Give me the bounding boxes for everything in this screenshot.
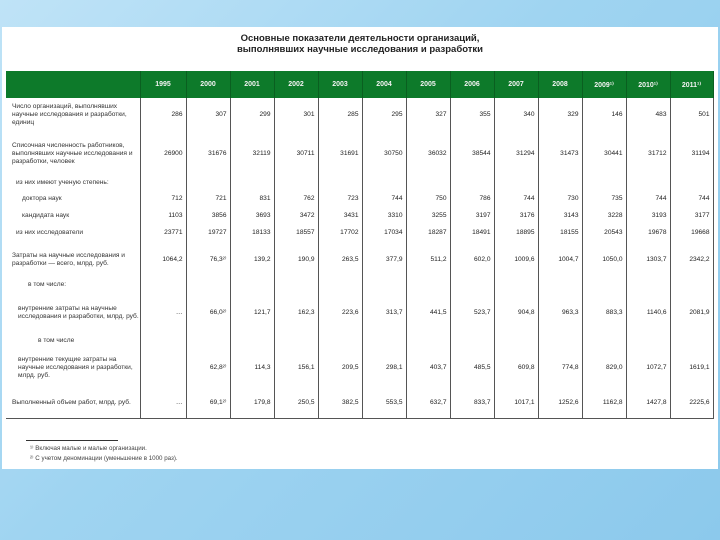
table-cell: 3856 <box>186 207 230 224</box>
table-cell <box>626 334 670 348</box>
table-cell: 523,7 <box>450 292 494 334</box>
row-label: внутренние затраты на научные исследования и разработки, млрд. руб. <box>6 292 140 334</box>
table-cell: 30441 <box>582 132 626 176</box>
table-cell: 1303,7 <box>626 241 670 278</box>
table-cell: 3472 <box>274 207 318 224</box>
table-cell <box>670 334 713 348</box>
table-cell: 26900 <box>140 132 186 176</box>
table-cell: 1427,8 <box>626 388 670 418</box>
table-cell: 190,9 <box>274 241 318 278</box>
table-cell <box>406 176 450 190</box>
row-label: в том числе: <box>6 278 140 292</box>
table-cell <box>626 278 670 292</box>
table-cell: 17034 <box>362 224 406 241</box>
row-label: кандидата наук <box>6 207 140 224</box>
table-cell <box>230 176 274 190</box>
table-cell: 66,0²⁾ <box>186 292 230 334</box>
table-cell: 382,5 <box>318 388 362 418</box>
row-label: внутренние текущие затраты на научные исследования и разработки, млрд. руб. <box>6 348 140 388</box>
row-label: доктора наук <box>6 190 140 207</box>
table-cell: 76,3²⁾ <box>186 241 230 278</box>
table-cell: 23771 <box>140 224 186 241</box>
table-cell: 744 <box>626 190 670 207</box>
table-cell: 403,7 <box>406 348 450 388</box>
table-cell: 307 <box>186 98 230 132</box>
table-cell: 69,1²⁾ <box>186 388 230 418</box>
table-cell: 377,9 <box>362 241 406 278</box>
table-cell: 18133 <box>230 224 274 241</box>
table-cell: 774,8 <box>538 348 582 388</box>
table-cell <box>186 334 230 348</box>
table-cell: 299 <box>230 98 274 132</box>
table-cell: 602,0 <box>450 241 494 278</box>
table-cell <box>230 278 274 292</box>
table-cell: 3310 <box>362 207 406 224</box>
table-cell: 19678 <box>626 224 670 241</box>
table-cell: 20543 <box>582 224 626 241</box>
table-cell: 831 <box>230 190 274 207</box>
table-cell: 730 <box>538 190 582 207</box>
table-cell: 17702 <box>318 224 362 241</box>
table-cell: 2081,9 <box>670 292 713 334</box>
row-label: в том числе <box>6 334 140 348</box>
table-cell <box>318 278 362 292</box>
table-cell: 786 <box>450 190 494 207</box>
table-cell: 712 <box>140 190 186 207</box>
table-cell: 609,8 <box>494 348 538 388</box>
table-row <box>6 348 713 388</box>
table-cell <box>186 278 230 292</box>
table-cell: 32119 <box>230 132 274 176</box>
table-cell: 31473 <box>538 132 582 176</box>
table-header-row <box>6 71 713 98</box>
row-label: из них исследователи <box>6 224 140 241</box>
footnote-1: ¹⁾ Включая малые и малые организации. <box>30 445 147 452</box>
table-cell: 3177 <box>670 207 713 224</box>
table-cell: 19727 <box>186 224 230 241</box>
table-cell: 553,5 <box>362 388 406 418</box>
table-cell <box>140 348 186 388</box>
table-cell: 329 <box>538 98 582 132</box>
table-cell <box>406 334 450 348</box>
header-year: 2002 <box>274 71 318 98</box>
table-cell: 744 <box>670 190 713 207</box>
table-cell <box>450 334 494 348</box>
table-cell <box>538 278 582 292</box>
table-cell: 30750 <box>362 132 406 176</box>
table-cell: 286 <box>140 98 186 132</box>
table-cell: 298,1 <box>362 348 406 388</box>
table-cell: 511,2 <box>406 241 450 278</box>
table-row <box>6 241 713 278</box>
table-row <box>6 190 713 207</box>
table-cell <box>362 176 406 190</box>
table-cell: 355 <box>450 98 494 132</box>
table-cell: 340 <box>494 98 538 132</box>
table-cell: 1004,7 <box>538 241 582 278</box>
table-cell: 31712 <box>626 132 670 176</box>
table-cell: 30711 <box>274 132 318 176</box>
table-cell <box>362 334 406 348</box>
table-cell: 162,3 <box>274 292 318 334</box>
table-cell: 156,1 <box>274 348 318 388</box>
table-cell: 19668 <box>670 224 713 241</box>
table-cell: 31294 <box>494 132 538 176</box>
title-line-1: Основные показатели деятельности организаций, <box>240 33 480 44</box>
table-cell: 18287 <box>406 224 450 241</box>
table-cell: 3143 <box>538 207 582 224</box>
table-cell: 223,6 <box>318 292 362 334</box>
table-cell: 1009,6 <box>494 241 538 278</box>
table-cell: 327 <box>406 98 450 132</box>
header-year: 2001 <box>230 71 274 98</box>
table-row <box>6 176 713 190</box>
table-cell: 263,5 <box>318 241 362 278</box>
table-cell <box>186 176 230 190</box>
table-cell: 2342,2 <box>670 241 713 278</box>
document-sheet <box>2 27 718 469</box>
table-row <box>6 334 713 348</box>
table-cell <box>406 278 450 292</box>
header-year: 2003 <box>318 71 362 98</box>
table-cell: 114,3 <box>230 348 274 388</box>
table-cell: 18155 <box>538 224 582 241</box>
table-cell <box>538 334 582 348</box>
table-cell: 904,8 <box>494 292 538 334</box>
table-cell <box>318 176 362 190</box>
table-cell: 313,7 <box>362 292 406 334</box>
table-cell <box>140 278 186 292</box>
table-cell: 18491 <box>450 224 494 241</box>
table-cell: 441,5 <box>406 292 450 334</box>
table-cell: … <box>140 292 186 334</box>
table-cell: 1252,6 <box>538 388 582 418</box>
table-cell: 721 <box>186 190 230 207</box>
table-cell: 883,3 <box>582 292 626 334</box>
table-cell: 62,8²⁾ <box>186 348 230 388</box>
table-cell: 139,2 <box>230 241 274 278</box>
table-row <box>6 388 713 418</box>
row-label: из них имеют ученую степень: <box>6 176 140 190</box>
row-label: Число организаций, выполнявших научные исследования и разработки, единиц <box>6 98 140 132</box>
table-cell: 1140,6 <box>626 292 670 334</box>
table-cell <box>494 334 538 348</box>
table-cell: 285 <box>318 98 362 132</box>
table-row <box>6 98 713 132</box>
table-cell: 250,5 <box>274 388 318 418</box>
table-cell: 829,0 <box>582 348 626 388</box>
row-label: Списочная численность работников, выполнявших научные исследования и разработки, человек <box>6 132 140 176</box>
table-cell <box>494 278 538 292</box>
table-cell: 735 <box>582 190 626 207</box>
table-cell: 3228 <box>582 207 626 224</box>
header-year: 2005 <box>406 71 450 98</box>
table-cell <box>582 176 626 190</box>
table-cell: 963,3 <box>538 292 582 334</box>
table-cell: 31691 <box>318 132 362 176</box>
table-cell <box>140 176 186 190</box>
table-cell <box>274 176 318 190</box>
footnote-2: ²⁾ С учетом деноминации (уменьшение в 1000 раз). <box>30 455 178 462</box>
table-cell <box>582 334 626 348</box>
row-label: Выполненный объем работ, млрд. руб. <box>6 388 140 418</box>
table-cell <box>582 278 626 292</box>
table-cell: 1103 <box>140 207 186 224</box>
header-year: 2007 <box>494 71 538 98</box>
table-cell: 1050,0 <box>582 241 626 278</box>
header-year: 2009¹⁾ <box>582 71 626 98</box>
table-row <box>6 224 713 241</box>
header-year: 2006 <box>450 71 494 98</box>
table-cell: 301 <box>274 98 318 132</box>
statistics-table <box>6 71 714 419</box>
table-row <box>6 207 713 224</box>
table-cell: 833,7 <box>450 388 494 418</box>
table-cell: 38544 <box>450 132 494 176</box>
table-body <box>6 98 713 418</box>
header-label-cell <box>6 71 140 98</box>
title-line-2: выполнявших научные исследования и разработки <box>236 44 484 55</box>
table-cell <box>230 334 274 348</box>
header-year: 2004 <box>362 71 406 98</box>
header-year: 2008 <box>538 71 582 98</box>
table-cell: 146 <box>582 98 626 132</box>
header-year: 1995 <box>140 71 186 98</box>
table-cell: … <box>140 388 186 418</box>
table-cell: 485,5 <box>450 348 494 388</box>
table-cell: 1619,1 <box>670 348 713 388</box>
table-cell: 2225,6 <box>670 388 713 418</box>
table-cell <box>538 176 582 190</box>
header-year: 2000 <box>186 71 230 98</box>
table-cell <box>670 176 713 190</box>
table-cell: 31676 <box>186 132 230 176</box>
table-cell <box>494 176 538 190</box>
footnote-divider <box>26 440 118 441</box>
table-cell: 1072,7 <box>626 348 670 388</box>
row-label: Затраты на научные исследования и разработки — всего, млрд. руб. <box>6 241 140 278</box>
table-cell: 31194 <box>670 132 713 176</box>
table-cell: 3693 <box>230 207 274 224</box>
header-year: 2011¹⁾ <box>670 71 713 98</box>
table-cell <box>318 334 362 348</box>
table-cell: 121,7 <box>230 292 274 334</box>
table-cell: 1017,1 <box>494 388 538 418</box>
table-cell: 36032 <box>406 132 450 176</box>
table-cell: 295 <box>362 98 406 132</box>
table-row <box>6 292 713 334</box>
table-cell <box>362 278 406 292</box>
table-cell: 18895 <box>494 224 538 241</box>
table-cell: 1064,2 <box>140 241 186 278</box>
table-cell: 744 <box>494 190 538 207</box>
table-cell: 723 <box>318 190 362 207</box>
table-cell <box>450 176 494 190</box>
table-row <box>6 278 713 292</box>
table-cell <box>274 278 318 292</box>
table-cell: 762 <box>274 190 318 207</box>
table-cell: 3197 <box>450 207 494 224</box>
table-cell: 209,5 <box>318 348 362 388</box>
page-title <box>2 33 718 55</box>
table-cell <box>626 176 670 190</box>
header-year: 2010¹⁾ <box>626 71 670 98</box>
table-cell <box>450 278 494 292</box>
table-cell: 1162,8 <box>582 388 626 418</box>
table-cell: 632,7 <box>406 388 450 418</box>
table-cell: 750 <box>406 190 450 207</box>
table-cell: 3176 <box>494 207 538 224</box>
table-cell: 3193 <box>626 207 670 224</box>
table-cell <box>140 334 186 348</box>
table-row <box>6 132 713 176</box>
table-cell: 3431 <box>318 207 362 224</box>
table-cell <box>274 334 318 348</box>
table-cell: 744 <box>362 190 406 207</box>
table-cell: 179,8 <box>230 388 274 418</box>
table-cell: 501 <box>670 98 713 132</box>
table-cell: 483 <box>626 98 670 132</box>
table-cell <box>670 278 713 292</box>
table-cell: 3255 <box>406 207 450 224</box>
table-cell: 18557 <box>274 224 318 241</box>
